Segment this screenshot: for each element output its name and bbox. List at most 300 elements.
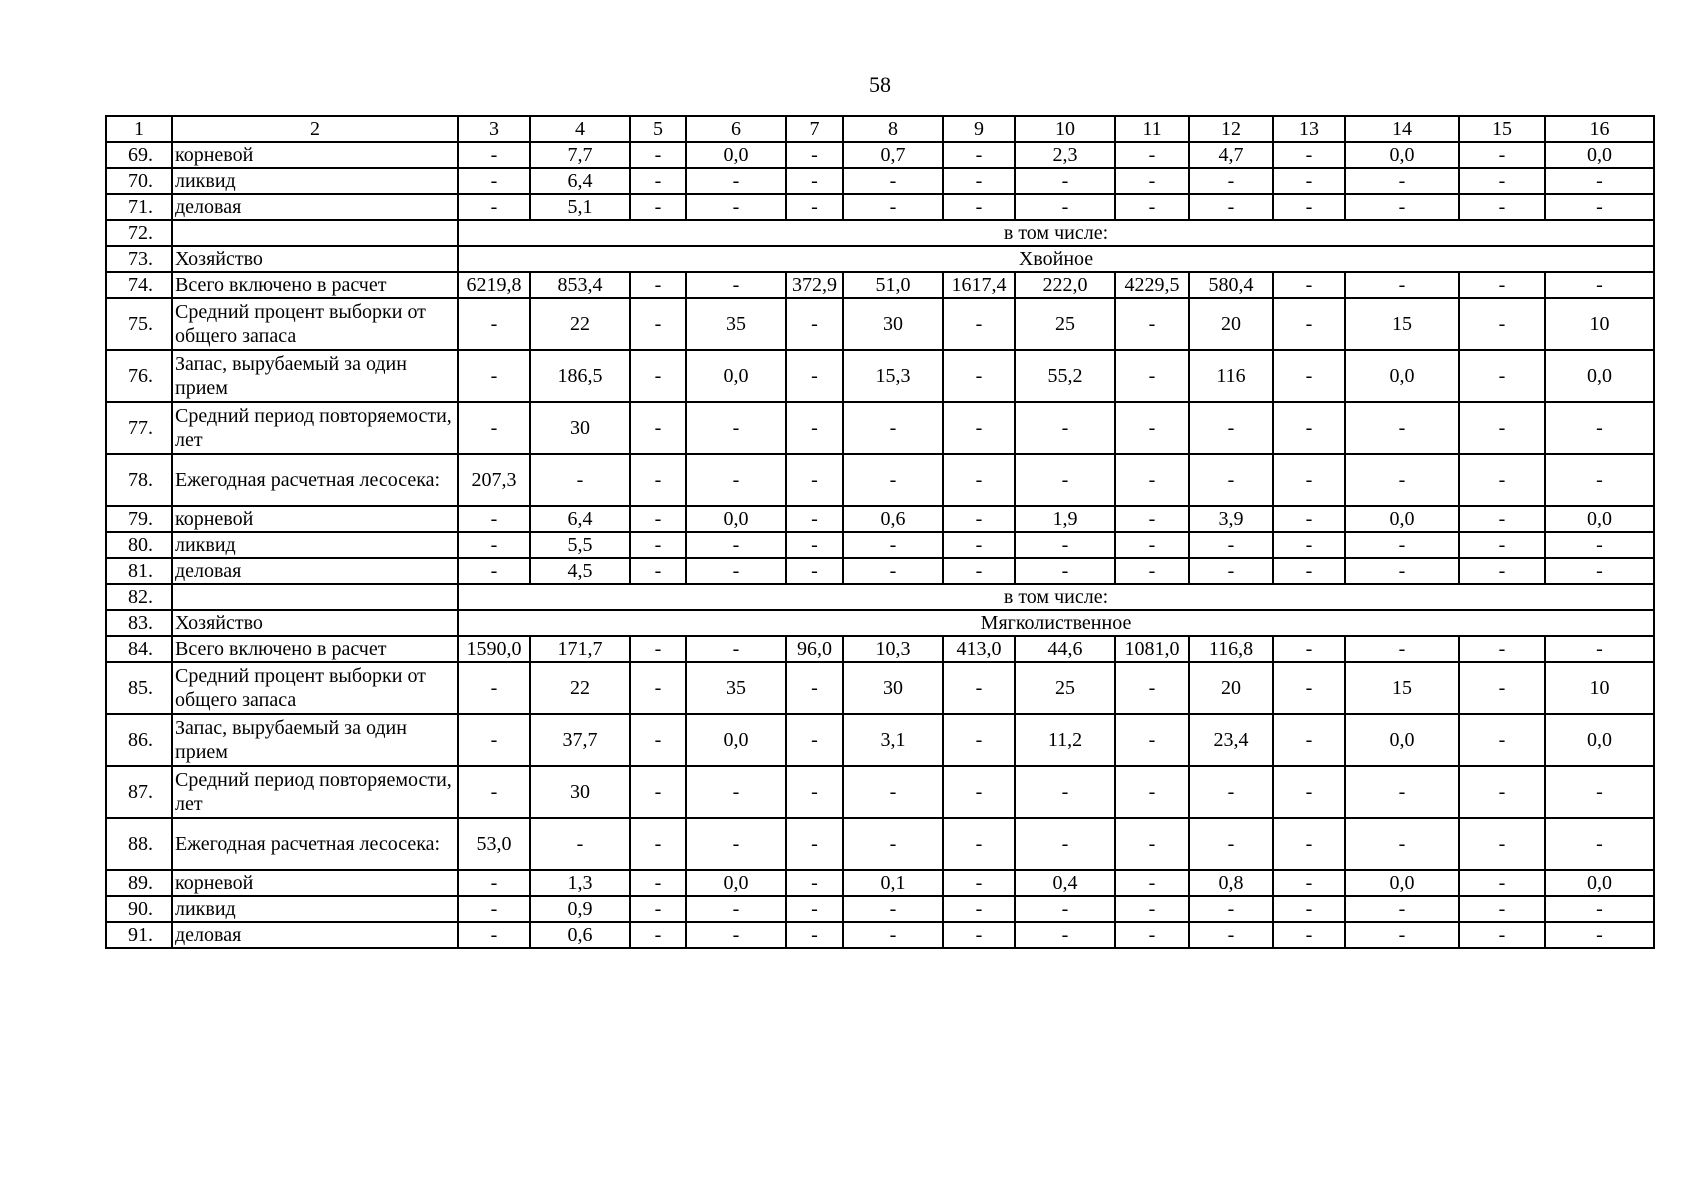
table-cell: - [458, 350, 530, 402]
table-cell: - [1545, 454, 1654, 506]
column-number-cell: 11 [1115, 116, 1189, 142]
table-cell: 186,5 [530, 350, 630, 402]
table-cell: - [1115, 922, 1189, 948]
table-cell: - [1015, 766, 1115, 818]
table-cell: 0,0 [1345, 870, 1459, 896]
table-cell: 22 [530, 662, 630, 714]
table-cell: - [1545, 922, 1654, 948]
table-cell: 0,0 [1545, 350, 1654, 402]
table-cell: - [943, 714, 1015, 766]
table-cell: - [1273, 402, 1345, 454]
table-cell: 15 [1345, 298, 1459, 350]
table-cell: - [1015, 896, 1115, 922]
section-heading-cell: в том числе: [458, 584, 1654, 610]
table-cell: - [1345, 532, 1459, 558]
table-cell: 0,0 [1345, 714, 1459, 766]
table-cell: - [630, 818, 686, 870]
table-row [106, 246, 1654, 272]
table-cell: - [943, 818, 1015, 870]
table-row [106, 636, 1654, 662]
table-cell: - [630, 168, 686, 194]
row-label-cell: ликвид [172, 896, 458, 922]
table-cell: - [1273, 194, 1345, 220]
table-cell: - [843, 454, 943, 506]
table-cell: - [1459, 714, 1545, 766]
table-row [106, 402, 1654, 454]
table-cell: - [686, 532, 786, 558]
table-cell: - [458, 714, 530, 766]
row-label-cell: Всего включено в расчет [172, 636, 458, 662]
table-cell: - [943, 662, 1015, 714]
column-number-cell: 2 [172, 116, 458, 142]
table-cell: - [458, 168, 530, 194]
table-cell: - [686, 922, 786, 948]
table-cell: - [1015, 532, 1115, 558]
table-cell: 0,0 [1545, 870, 1654, 896]
column-number-cell: 10 [1015, 116, 1115, 142]
table-cell: 1590,0 [458, 636, 530, 662]
table-cell: - [943, 454, 1015, 506]
table-cell: - [1345, 922, 1459, 948]
table-cell: - [630, 922, 686, 948]
table-cell: - [530, 454, 630, 506]
table-cell: - [786, 714, 843, 766]
table-cell: - [1273, 454, 1345, 506]
table-cell: - [630, 350, 686, 402]
table-cell: 5,5 [530, 532, 630, 558]
table-row [106, 220, 1654, 246]
section-heading-cell: Хвойное [458, 246, 1654, 272]
table-cell: - [1115, 194, 1189, 220]
table-row [106, 584, 1654, 610]
table-cell: - [1545, 272, 1654, 298]
table-cell: - [458, 402, 530, 454]
table-cell: 0,0 [1545, 142, 1654, 168]
table-cell: 0,0 [686, 870, 786, 896]
table-cell: 222,0 [1015, 272, 1115, 298]
table-cell: - [1115, 506, 1189, 532]
row-label-cell [172, 584, 458, 610]
table-cell: - [458, 142, 530, 168]
row-number-cell: 79. [106, 506, 172, 532]
table-cell: - [1273, 142, 1345, 168]
table-header-row [106, 116, 1654, 142]
table-cell: - [786, 818, 843, 870]
table-cell: 372,9 [786, 272, 843, 298]
table-cell: - [786, 922, 843, 948]
table-cell: - [1545, 896, 1654, 922]
table-cell: - [686, 558, 786, 584]
table-row [106, 870, 1654, 896]
table-cell: 1617,4 [943, 272, 1015, 298]
table-cell: - [1115, 454, 1189, 506]
table-row [106, 532, 1654, 558]
table-cell: - [686, 636, 786, 662]
table-cell: - [1015, 168, 1115, 194]
column-number-cell: 7 [786, 116, 843, 142]
table-cell: - [1115, 532, 1189, 558]
table-cell: - [1459, 506, 1545, 532]
table-cell: - [943, 532, 1015, 558]
column-number-cell: 5 [630, 116, 686, 142]
table-cell: 20 [1189, 662, 1273, 714]
table-cell: - [1189, 766, 1273, 818]
row-number-cell: 84. [106, 636, 172, 662]
table-cell: - [630, 454, 686, 506]
row-number-cell: 87. [106, 766, 172, 818]
page-number: 58 [869, 72, 891, 97]
table-cell: - [786, 506, 843, 532]
table-cell: 2,3 [1015, 142, 1115, 168]
table-cell: - [786, 142, 843, 168]
table-cell: - [1115, 142, 1189, 168]
table-cell: 30 [530, 766, 630, 818]
table-cell: 53,0 [458, 818, 530, 870]
table-cell: - [1273, 558, 1345, 584]
table-cell: 0,1 [843, 870, 943, 896]
table-cell: - [1545, 558, 1654, 584]
table-cell: - [458, 298, 530, 350]
column-number-cell: 8 [843, 116, 943, 142]
row-number-cell: 69. [106, 142, 172, 168]
row-number-cell: 76. [106, 350, 172, 402]
table-cell: 0,0 [686, 714, 786, 766]
table-cell: - [1545, 402, 1654, 454]
table-cell: - [1273, 922, 1345, 948]
table-cell: - [1189, 558, 1273, 584]
table-cell: - [786, 350, 843, 402]
row-number-cell: 77. [106, 402, 172, 454]
table-cell: - [786, 298, 843, 350]
table-cell: 55,2 [1015, 350, 1115, 402]
table-cell: 0,0 [1345, 142, 1459, 168]
section-heading-cell: Мягколиственное [458, 610, 1654, 636]
table-cell: - [686, 818, 786, 870]
table-cell: 25 [1015, 662, 1115, 714]
table-cell: - [458, 766, 530, 818]
table-row [106, 662, 1654, 714]
table-cell: 0,6 [843, 506, 943, 532]
table-cell: - [1189, 922, 1273, 948]
table-cell: - [1345, 636, 1459, 662]
column-number-cell: 16 [1545, 116, 1654, 142]
table-cell: - [786, 454, 843, 506]
table-row [106, 454, 1654, 506]
table-cell: - [943, 896, 1015, 922]
table-cell: - [1115, 662, 1189, 714]
table-cell: - [1273, 662, 1345, 714]
table-cell: 23,4 [1189, 714, 1273, 766]
table-cell: - [686, 896, 786, 922]
table-row [106, 610, 1654, 636]
table-cell: - [786, 766, 843, 818]
table-cell: 6219,8 [458, 272, 530, 298]
row-number-cell: 80. [106, 532, 172, 558]
table-cell: 10 [1545, 662, 1654, 714]
table-cell: - [458, 922, 530, 948]
table-cell: - [1189, 402, 1273, 454]
column-number-cell: 3 [458, 116, 530, 142]
table-cell: - [630, 558, 686, 584]
table-cell: - [630, 636, 686, 662]
table-cell: 15,3 [843, 350, 943, 402]
table-cell: - [1115, 298, 1189, 350]
row-label-cell: Хозяйство [172, 246, 458, 272]
table-row [106, 922, 1654, 948]
table-cell: - [943, 350, 1015, 402]
row-label-cell: ликвид [172, 532, 458, 558]
table-row [106, 142, 1654, 168]
table-cell: 0,0 [1345, 506, 1459, 532]
table-cell: - [1459, 636, 1545, 662]
table-cell: 5,1 [530, 194, 630, 220]
column-number-cell: 6 [686, 116, 786, 142]
table-cell: - [686, 454, 786, 506]
table-cell: - [1459, 532, 1545, 558]
table-cell: - [786, 896, 843, 922]
table-cell: - [1273, 272, 1345, 298]
table-row [106, 766, 1654, 818]
row-label-cell: Запас, вырубаемый за один прием [172, 714, 458, 766]
table-row [106, 506, 1654, 532]
table-cell: - [786, 662, 843, 714]
table-cell: 0,0 [686, 506, 786, 532]
table-cell: 37,7 [530, 714, 630, 766]
table-cell: - [943, 870, 1015, 896]
table-cell: 0,4 [1015, 870, 1115, 896]
row-label-cell: Ежегодная расчетная лесосека: [172, 454, 458, 506]
table-cell: 30 [530, 402, 630, 454]
table-cell: - [686, 194, 786, 220]
table-cell: 6,4 [530, 506, 630, 532]
table-cell: - [1015, 194, 1115, 220]
table-row [106, 714, 1654, 766]
table-cell: - [1273, 506, 1345, 532]
table-cell: - [1545, 818, 1654, 870]
table-cell: - [1459, 662, 1545, 714]
table-cell: - [943, 402, 1015, 454]
row-label-cell: Хозяйство [172, 610, 458, 636]
row-number-cell: 85. [106, 662, 172, 714]
table-cell: 580,4 [1189, 272, 1273, 298]
table-cell: - [630, 870, 686, 896]
table-cell: - [1345, 272, 1459, 298]
table-cell: 171,7 [530, 636, 630, 662]
table-cell: 7,7 [530, 142, 630, 168]
column-number-cell: 9 [943, 116, 1015, 142]
table-cell: - [1459, 922, 1545, 948]
table-cell: 0,8 [1189, 870, 1273, 896]
table-cell: - [943, 168, 1015, 194]
column-number-cell: 14 [1345, 116, 1459, 142]
table-cell: 15 [1345, 662, 1459, 714]
table-cell: - [843, 558, 943, 584]
table-cell: - [1273, 896, 1345, 922]
table-cell: - [1459, 870, 1545, 896]
row-number-cell: 72. [106, 220, 172, 246]
table-cell: - [630, 272, 686, 298]
table-row [106, 298, 1654, 350]
row-label-cell: Всего включено в расчет [172, 272, 458, 298]
table-cell: 4,5 [530, 558, 630, 584]
table-row [106, 168, 1654, 194]
table-cell: 44,6 [1015, 636, 1115, 662]
table-cell: - [1115, 870, 1189, 896]
table-cell: - [1459, 402, 1545, 454]
table-cell: - [1273, 870, 1345, 896]
table-cell: - [458, 870, 530, 896]
table-cell: 1,3 [530, 870, 630, 896]
row-number-cell: 73. [106, 246, 172, 272]
table-cell: - [1189, 818, 1273, 870]
table-cell: 25 [1015, 298, 1115, 350]
table-cell: - [1545, 766, 1654, 818]
table-cell: - [1273, 298, 1345, 350]
table-cell: - [843, 818, 943, 870]
table-cell: - [1015, 922, 1115, 948]
table-cell: - [943, 558, 1015, 584]
table-cell: - [1459, 168, 1545, 194]
row-label-cell: ликвид [172, 168, 458, 194]
table-cell: - [686, 766, 786, 818]
row-number-cell: 90. [106, 896, 172, 922]
table-cell: - [1545, 168, 1654, 194]
table-row [106, 272, 1654, 298]
table-cell: - [458, 662, 530, 714]
table-cell: - [1189, 896, 1273, 922]
table-cell: - [943, 922, 1015, 948]
table-cell: - [843, 532, 943, 558]
row-number-cell: 81. [106, 558, 172, 584]
table-cell: 413,0 [943, 636, 1015, 662]
table-cell: 116,8 [1189, 636, 1273, 662]
row-label-cell: Средний период повторяемости, лет [172, 402, 458, 454]
table-cell: - [786, 870, 843, 896]
row-label-cell: деловая [172, 194, 458, 220]
table-cell: - [1345, 818, 1459, 870]
row-number-cell: 74. [106, 272, 172, 298]
column-number-cell: 12 [1189, 116, 1273, 142]
table-cell: - [843, 896, 943, 922]
table-cell: - [1115, 168, 1189, 194]
table-cell: - [943, 766, 1015, 818]
table-cell: - [943, 142, 1015, 168]
table-cell: 1,9 [1015, 506, 1115, 532]
table-cell: - [1273, 714, 1345, 766]
table-cell: - [458, 558, 530, 584]
row-label-cell [172, 220, 458, 246]
table-cell: - [630, 194, 686, 220]
table-cell: - [943, 298, 1015, 350]
row-number-cell: 70. [106, 168, 172, 194]
table-cell: - [1459, 896, 1545, 922]
table-cell: - [630, 766, 686, 818]
table-cell: - [458, 194, 530, 220]
table-cell: - [1273, 818, 1345, 870]
column-number-cell: 1 [106, 116, 172, 142]
table-cell: 10,3 [843, 636, 943, 662]
table-cell: - [630, 298, 686, 350]
table-cell: 30 [843, 298, 943, 350]
table-cell: - [630, 402, 686, 454]
table-cell: - [1273, 636, 1345, 662]
table-cell: 1081,0 [1115, 636, 1189, 662]
table-cell: - [630, 506, 686, 532]
table-cell: - [1459, 194, 1545, 220]
table-cell: - [1345, 194, 1459, 220]
table-cell: 30 [843, 662, 943, 714]
table-cell: - [843, 922, 943, 948]
table-cell: - [843, 402, 943, 454]
table-cell: - [1459, 558, 1545, 584]
row-label-cell: Средний период повторяемости, лет [172, 766, 458, 818]
table-cell: - [1115, 714, 1189, 766]
table-cell: 207,3 [458, 454, 530, 506]
table-cell: - [1115, 896, 1189, 922]
row-label-cell: корневой [172, 870, 458, 896]
table-cell: - [630, 896, 686, 922]
table-cell: - [1115, 766, 1189, 818]
table-cell: - [1545, 194, 1654, 220]
table-row [106, 350, 1654, 402]
table-cell: 0,0 [686, 350, 786, 402]
table-cell: 0,0 [686, 142, 786, 168]
row-number-cell: 83. [106, 610, 172, 636]
table-cell: 35 [686, 662, 786, 714]
table-cell: - [1189, 532, 1273, 558]
table-cell: 0,0 [1345, 350, 1459, 402]
table-cell: 0,7 [843, 142, 943, 168]
table-cell: 4,7 [1189, 142, 1273, 168]
table-cell: - [1459, 142, 1545, 168]
row-number-cell: 89. [106, 870, 172, 896]
table-cell: - [630, 714, 686, 766]
table-cell: - [843, 194, 943, 220]
table-cell: - [1015, 402, 1115, 454]
table-cell: - [1345, 766, 1459, 818]
table-cell: - [943, 506, 1015, 532]
table-cell: 20 [1189, 298, 1273, 350]
table-cell: 116 [1189, 350, 1273, 402]
table-cell: - [1189, 454, 1273, 506]
column-number-cell: 4 [530, 116, 630, 142]
table-cell: 51,0 [843, 272, 943, 298]
forest-calculation-table [105, 115, 1655, 949]
table-cell: - [1345, 896, 1459, 922]
row-label-cell: Средний процент выборки от общего запаса [172, 298, 458, 350]
table-cell: - [1459, 350, 1545, 402]
table-cell: - [1345, 558, 1459, 584]
table-cell: - [1545, 532, 1654, 558]
row-number-cell: 91. [106, 922, 172, 948]
table-cell: - [1345, 168, 1459, 194]
row-number-cell: 82. [106, 584, 172, 610]
table-cell: 3,1 [843, 714, 943, 766]
table-cell: - [843, 766, 943, 818]
table-cell: - [1345, 402, 1459, 454]
table-cell: - [1459, 766, 1545, 818]
table-cell: - [686, 402, 786, 454]
table-cell: - [630, 662, 686, 714]
table-row [106, 558, 1654, 584]
row-label-cell: деловая [172, 922, 458, 948]
table-cell: - [686, 272, 786, 298]
table-cell: - [1015, 818, 1115, 870]
table-cell: 0,6 [530, 922, 630, 948]
row-label-cell: Средний процент выборки от общего запаса [172, 662, 458, 714]
table-cell: - [458, 506, 530, 532]
table-cell: 4229,5 [1115, 272, 1189, 298]
